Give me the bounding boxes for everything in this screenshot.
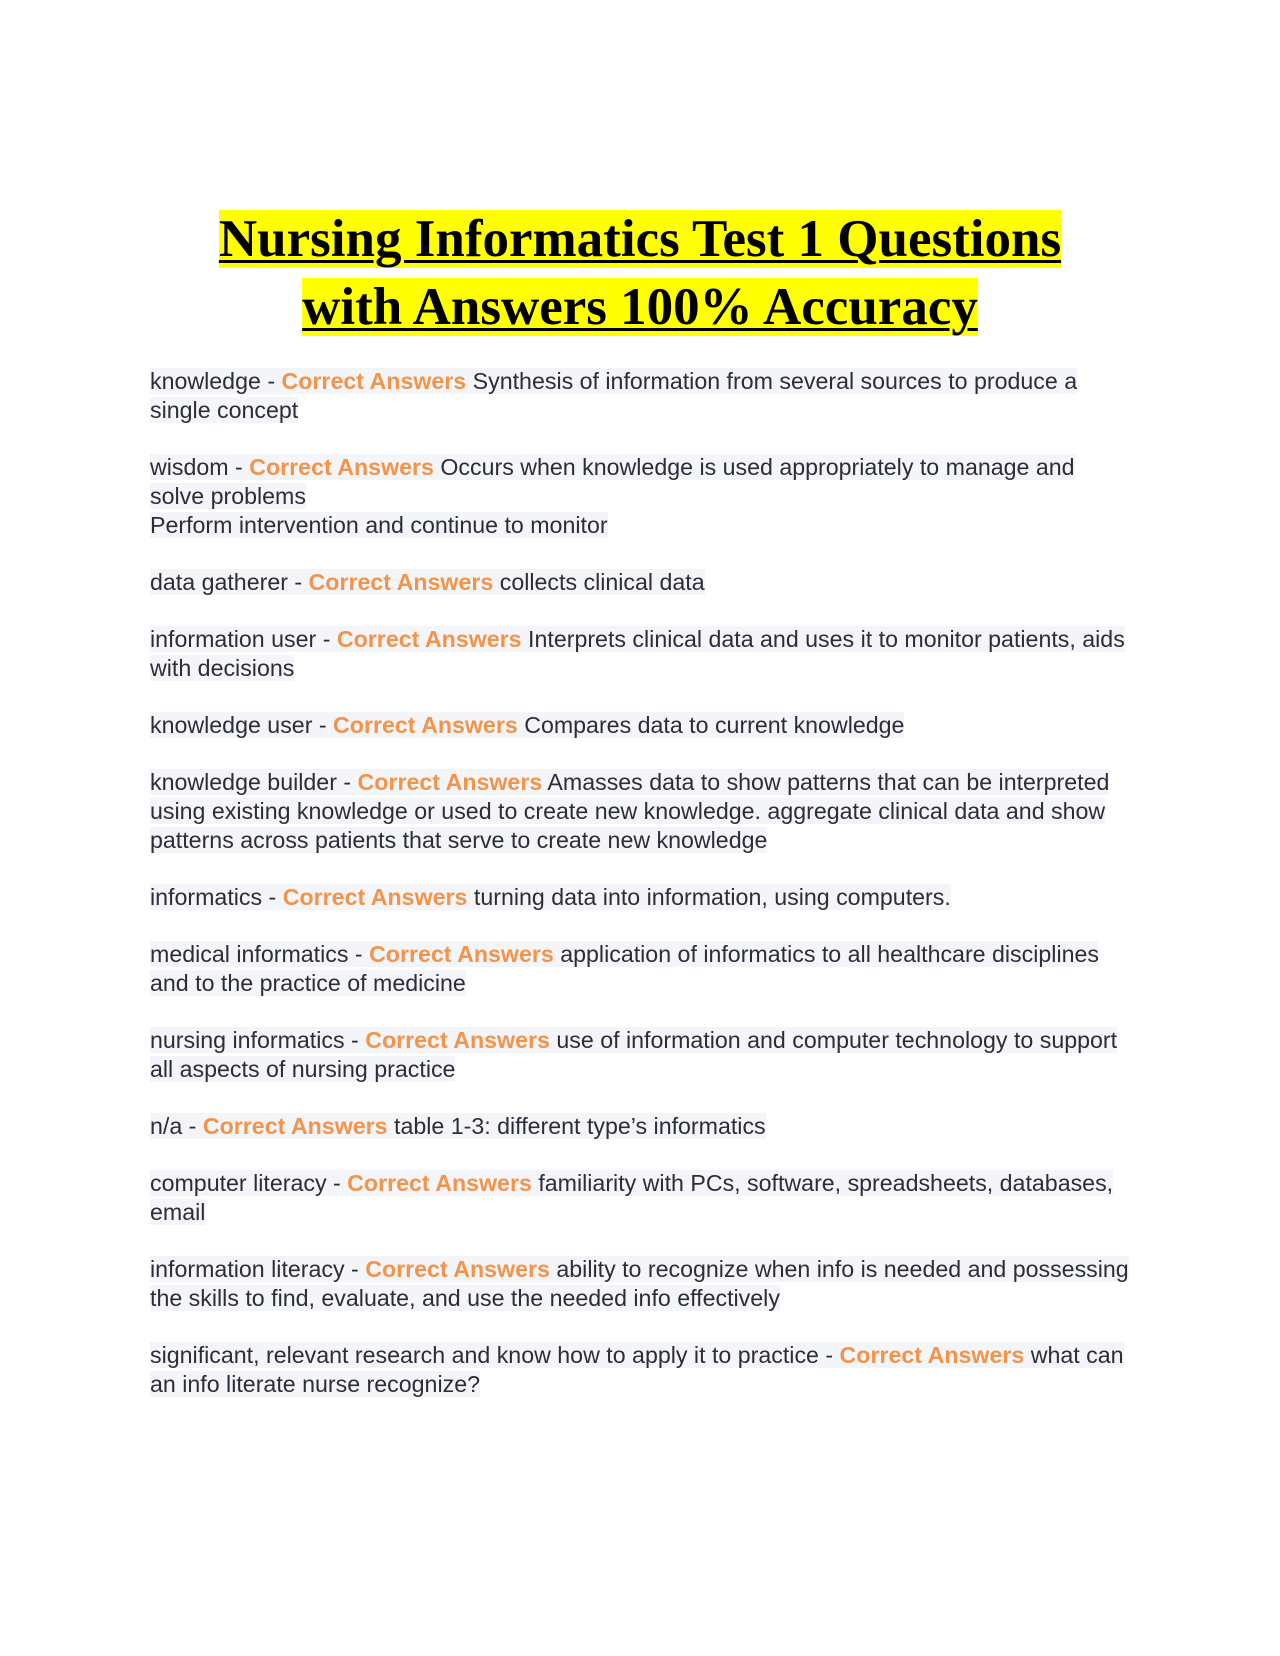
qa-separator: - <box>336 769 358 795</box>
qa-item <box>150 768 1130 855</box>
qa-answer: Compares data to current knowledge <box>524 712 905 738</box>
qa-item <box>150 1341 1130 1399</box>
qa-separator: - <box>818 1342 840 1368</box>
qa-separator: - <box>182 1113 203 1139</box>
qa-item-text <box>150 1342 1124 1397</box>
qa-separator: - <box>260 368 282 394</box>
qa-item <box>150 625 1130 683</box>
qa-answer: Amasses data to show patterns that can be interpreted using existing knowledge or used to create new knowledge. aggregate clinical data and show patterns across patients that serve to create new knowledge <box>150 769 1110 853</box>
qa-item-text <box>150 884 951 910</box>
qa-item <box>150 1169 1130 1227</box>
qa-item-text <box>150 368 1077 423</box>
correct-answers-label: Correct Answers <box>202 1113 388 1139</box>
qa-separator: - <box>326 1170 348 1196</box>
qa-term: medical informatics <box>150 941 349 967</box>
qa-item <box>150 453 1130 540</box>
qa-item <box>150 1112 1130 1141</box>
qa-term: knowledge user <box>150 712 313 738</box>
qa-separator: - <box>262 884 283 910</box>
correct-answers-label: Correct Answers <box>839 1342 1025 1368</box>
qa-answer: familiarity with PCs, software, spreadsheets, databases, email <box>150 1170 1114 1225</box>
correct-answers-label: Correct Answers <box>336 626 522 652</box>
qa-separator: - <box>344 1027 366 1053</box>
qa-term: n/a <box>150 1113 183 1139</box>
qa-item <box>150 1026 1130 1084</box>
qa-answer: Occurs when knowledge is used appropriately to manage and solve problems <box>150 454 1075 509</box>
qa-answer: Interprets clinical data and uses it to monitor patients, aids with decisions <box>150 626 1125 681</box>
qa-answer: turning data into information, using computers. <box>473 884 951 910</box>
qa-item <box>150 940 1130 998</box>
qa-answer: collects clinical data <box>499 569 705 595</box>
correct-answers-label: Correct Answers <box>282 884 468 910</box>
title-line-2: with Answers 100% Accuracy <box>302 278 978 336</box>
qa-term: computer literacy <box>150 1170 327 1196</box>
qa-term: information literacy <box>150 1256 345 1282</box>
qa-item-text <box>150 1256 1129 1311</box>
qa-item <box>150 883 1130 912</box>
qa-extra-line: Perform intervention and continue to monitor <box>150 512 608 538</box>
correct-answers-label: Correct Answers <box>369 941 554 967</box>
qa-item-text <box>150 626 1125 681</box>
qa-term: wisdom <box>150 454 229 480</box>
qa-answer: use of information and computer technology to support all aspects of nursing practice <box>150 1027 1118 1082</box>
correct-answers-label: Correct Answers <box>308 569 494 595</box>
qa-item-text <box>150 454 1075 509</box>
correct-answers-label: Correct Answers <box>333 712 518 738</box>
qa-item-text <box>150 569 705 595</box>
qa-term: informatics <box>150 884 263 910</box>
title-line-1: Nursing Informatics Test 1 Questions <box>218 210 1062 268</box>
qa-term: information user <box>150 626 317 652</box>
qa-item-text <box>150 1170 1113 1225</box>
qa-item-text <box>150 941 1099 996</box>
qa-answer: ability to recognize when info is needed and possessing the skills to find, evaluate, and use the needed info effectively <box>150 1256 1129 1311</box>
qa-item-text <box>150 1027 1117 1082</box>
qa-term: data gatherer <box>150 569 288 595</box>
qa-answer: application of informatics to all healthcare disciplines and to the practice of medicine <box>150 941 1099 996</box>
correct-answers-label: Correct Answers <box>281 368 467 394</box>
title-block <box>150 205 1130 341</box>
qa-separator: - <box>344 1256 366 1282</box>
correct-answers-label: Correct Answers <box>365 1256 550 1282</box>
qa-item-text <box>150 769 1109 853</box>
qa-item-text <box>150 1113 766 1139</box>
qa-separator: - <box>287 569 309 595</box>
qa-list <box>150 367 1130 1427</box>
qa-answer: what can an info literate nurse recognize? <box>150 1342 1124 1397</box>
qa-term: knowledge builder <box>150 769 337 795</box>
correct-answers-label: Correct Answers <box>347 1170 532 1196</box>
qa-answer: Synthesis of information from several sources to produce a single concept <box>150 368 1078 423</box>
qa-term: nursing informatics <box>150 1027 345 1053</box>
qa-item <box>150 568 1130 597</box>
qa-separator: - <box>316 626 337 652</box>
qa-term: knowledge <box>150 368 261 394</box>
qa-term: significant, relevant research and know how to apply it to practice <box>150 1342 819 1368</box>
correct-answers-label: Correct Answers <box>249 454 434 480</box>
qa-item <box>150 711 1130 740</box>
qa-separator: - <box>348 941 370 967</box>
qa-answer: table 1-3: different type’s informatics <box>394 1113 766 1139</box>
document-title <box>150 205 1130 341</box>
qa-item <box>150 1255 1130 1313</box>
qa-item-text <box>150 712 904 738</box>
qa-item <box>150 367 1130 425</box>
correct-answers-label: Correct Answers <box>357 769 543 795</box>
qa-separator: - <box>228 454 250 480</box>
correct-answers-label: Correct Answers <box>365 1027 550 1053</box>
qa-separator: - <box>312 712 334 738</box>
